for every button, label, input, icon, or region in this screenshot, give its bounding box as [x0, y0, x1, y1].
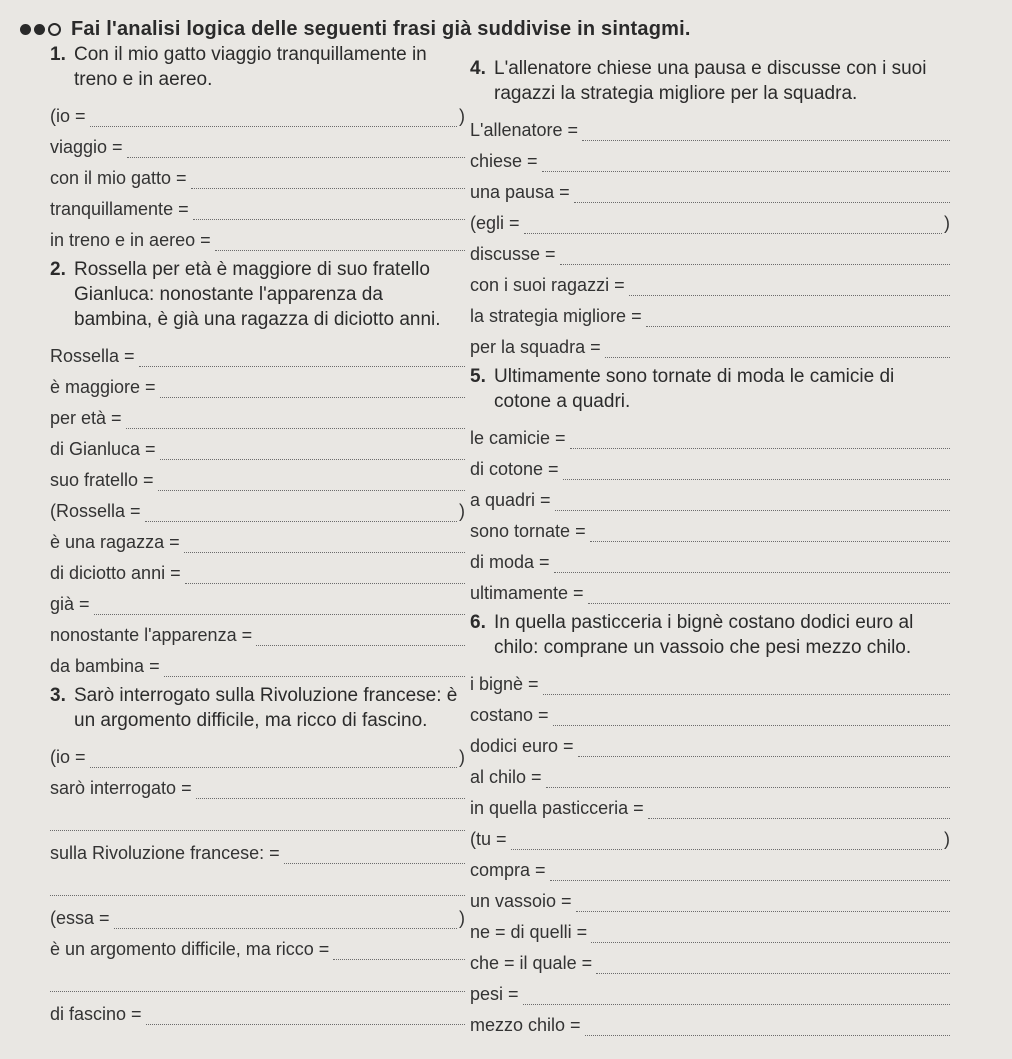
phrase-label: mezzo chilo = — [470, 1015, 581, 1035]
exercise-sentence: Con il mio gatto viaggio tranquillamente in treno e in aereo. — [74, 44, 427, 90]
exercise-number: 6. — [470, 612, 486, 633]
answer-blank[interactable] — [588, 585, 950, 604]
answer-blank[interactable] — [646, 308, 950, 327]
answer-blank[interactable] — [578, 738, 950, 757]
phrase-label: le camicie = — [470, 428, 566, 448]
answer-line[interactable] — [50, 127, 465, 158]
answer-blank[interactable] — [546, 769, 950, 788]
answer-blank[interactable] — [648, 800, 950, 819]
phrase-label: compra = — [470, 860, 546, 880]
phrase-label: è maggiore = — [50, 377, 156, 397]
answer-line[interactable] — [50, 429, 465, 460]
answer-blank[interactable] — [127, 139, 465, 158]
phrase-label: discusse = — [470, 244, 556, 264]
phrase-label: nonostante l'apparenza = — [50, 625, 253, 645]
phrase-label: di diciotto anni = — [50, 563, 181, 583]
answer-blank[interactable] — [139, 348, 465, 367]
answer-blank[interactable] — [184, 534, 465, 553]
phrase-label: una pausa = — [470, 182, 570, 202]
phrase-label: un vassoio = — [470, 891, 572, 911]
exercise-3 — [50, 683, 465, 733]
answer-line[interactable] — [50, 491, 465, 522]
phrase-label: è un argomento difficile, ma ricco = — [50, 939, 330, 959]
answer-blank[interactable] — [193, 201, 465, 220]
answer-blank[interactable] — [563, 461, 950, 480]
phrase-label: la strategia migliore = — [470, 306, 642, 326]
phrase-label: di cotone = — [470, 459, 559, 479]
answer-blank[interactable] — [158, 472, 465, 491]
exercise-sentence: L'allenatore chiese una pausa e discusse con i suoi ragazzi la strategia migliore per la squadra. — [494, 58, 927, 104]
answer-line[interactable] — [50, 220, 465, 251]
answer-blank[interactable] — [523, 986, 950, 1005]
difficulty-dots-icon — [20, 23, 61, 36]
exercise-4 — [470, 56, 950, 106]
answer-line[interactable] — [50, 189, 465, 220]
answer-blank[interactable] — [555, 492, 950, 511]
answer-blank[interactable] — [543, 676, 950, 695]
answer-blank[interactable] — [90, 749, 457, 768]
closing-paren: ) — [944, 829, 950, 849]
answer-line[interactable] — [470, 141, 950, 172]
phrase-label: dodici euro = — [470, 736, 574, 756]
answer-line[interactable] — [470, 912, 950, 943]
phrase-label: di fascino = — [50, 1004, 142, 1024]
answer-line[interactable] — [470, 327, 950, 358]
phrase-label: (Rossella = — [50, 501, 141, 521]
answer-line[interactable] — [470, 819, 950, 850]
filled-dot-icon — [34, 24, 45, 35]
phrase-label: (io = — [50, 106, 86, 126]
exercise-5 — [470, 364, 950, 414]
answer-blank[interactable] — [284, 845, 465, 864]
exercise-number: 5. — [470, 366, 486, 387]
answer-blank[interactable] — [215, 232, 465, 251]
phrase-label: sono tornate = — [470, 521, 586, 541]
answer-blank[interactable] — [160, 379, 465, 398]
answer-line[interactable] — [50, 615, 465, 646]
closing-paren: ) — [459, 106, 465, 126]
answer-blank[interactable] — [145, 503, 457, 522]
answer-line[interactable] — [50, 898, 465, 929]
answer-blank[interactable] — [94, 596, 465, 615]
answer-line[interactable] — [470, 418, 950, 449]
answer-blank-extra[interactable] — [50, 960, 465, 992]
answer-blank[interactable] — [256, 627, 465, 646]
answer-blank[interactable] — [596, 955, 950, 974]
answer-line[interactable] — [470, 1005, 950, 1036]
phrase-label: per età = — [50, 408, 122, 428]
answer-line[interactable] — [50, 994, 465, 1025]
answer-blank[interactable] — [114, 910, 457, 929]
answer-blank[interactable] — [146, 1006, 465, 1025]
answer-line[interactable] — [50, 737, 465, 768]
phrase-label: (essa = — [50, 908, 110, 928]
answer-blank[interactable] — [524, 215, 942, 234]
phrase-label: chiese = — [470, 151, 538, 171]
answer-line[interactable] — [470, 480, 950, 511]
phrase-label: di Gianluca = — [50, 439, 156, 459]
phrase-label: che = il quale = — [470, 953, 593, 973]
answer-line[interactable] — [50, 522, 465, 553]
answer-line[interactable] — [50, 158, 465, 189]
answer-line[interactable] — [50, 336, 465, 367]
answer-blank-extra[interactable] — [50, 864, 465, 896]
closing-paren: ) — [459, 501, 465, 521]
answer-line[interactable] — [50, 833, 465, 864]
phrase-label: ultimamente = — [470, 583, 584, 603]
answer-line[interactable] — [470, 695, 950, 726]
phrase-label: per la squadra = — [470, 337, 601, 357]
answer-blank[interactable] — [576, 893, 950, 912]
answer-blank[interactable] — [333, 941, 465, 960]
answer-blank[interactable] — [542, 153, 950, 172]
phrase-label: (egli = — [470, 213, 520, 233]
phrase-label: è una ragazza = — [50, 532, 180, 552]
phrase-label: al chilo = — [470, 767, 542, 787]
answer-line[interactable] — [50, 553, 465, 584]
answer-blank[interactable] — [553, 707, 950, 726]
exercise-sentence: Ultimamente sono tornate di moda le camicie di cotone a quadri. — [494, 366, 895, 412]
phrase-label: in quella pasticceria = — [470, 798, 644, 818]
closing-paren: ) — [459, 908, 465, 928]
answer-line[interactable] — [50, 584, 465, 615]
answer-line[interactable] — [50, 768, 465, 799]
answer-line[interactable] — [470, 788, 950, 819]
answer-line[interactable] — [470, 573, 950, 604]
phrase-label: pesi = — [470, 984, 519, 1004]
phrase-label: tranquillamente = — [50, 199, 189, 219]
answer-blank[interactable] — [126, 410, 465, 429]
answer-line[interactable] — [50, 460, 465, 491]
answer-blank[interactable] — [511, 831, 942, 850]
empty-dot-icon — [48, 23, 61, 36]
phrase-label: ne = di quelli = — [470, 922, 588, 942]
answer-line[interactable] — [470, 664, 950, 695]
phrase-label: già = — [50, 594, 90, 614]
answer-blank[interactable] — [550, 862, 950, 881]
instruction-header — [20, 18, 691, 41]
answer-line[interactable] — [470, 110, 950, 141]
answer-line[interactable] — [470, 850, 950, 881]
exercise-number: 3. — [50, 685, 66, 706]
exercise-sentence: Rossella per età è maggiore di suo fratello Gianluca: nonostante l'apparenza da bambina, è già una ragazza di diciotto anni. — [74, 259, 441, 330]
phrase-label: a quadri = — [470, 490, 551, 510]
answer-blank[interactable] — [590, 523, 950, 542]
exercise-sentence: In quella pasticceria i bignè costano dodici euro al chilo: comprane un vassoio che pesi mezzo chilo. — [494, 612, 914, 658]
exercise-number: 4. — [470, 58, 486, 79]
closing-paren: ) — [459, 747, 465, 767]
phrase-label: costano = — [470, 705, 549, 725]
phrase-label: di moda = — [470, 552, 550, 572]
answer-line[interactable] — [470, 757, 950, 788]
answer-line[interactable] — [50, 646, 465, 677]
answer-blank[interactable] — [196, 780, 465, 799]
answer-line[interactable] — [50, 398, 465, 429]
phrase-label: sulla Rivoluzione francese: = — [50, 843, 280, 863]
answer-line[interactable] — [470, 296, 950, 327]
answer-blank[interactable] — [574, 184, 950, 203]
phrase-label: sarò interrogato = — [50, 778, 192, 798]
left-column — [50, 42, 465, 1025]
answer-line[interactable] — [470, 974, 950, 1005]
answer-line[interactable] — [50, 96, 465, 127]
phrase-label: con i suoi ragazzi = — [470, 275, 625, 295]
answer-blank[interactable] — [90, 108, 457, 127]
answer-line[interactable] — [470, 943, 950, 974]
answer-blank[interactable] — [560, 246, 950, 265]
exercise-number: 2. — [50, 259, 66, 280]
answer-line[interactable] — [50, 929, 465, 960]
answer-line[interactable] — [50, 367, 465, 398]
instruction-text: Fai l'analisi logica delle seguenti frasi già suddivise in sintagmi. — [71, 18, 691, 40]
answer-blank[interactable] — [629, 277, 950, 296]
answer-blank[interactable] — [582, 122, 950, 141]
exercise-number: 1. — [50, 44, 66, 65]
phrase-label: suo fratello = — [50, 470, 154, 490]
answer-line[interactable] — [470, 203, 950, 234]
answer-blank[interactable] — [160, 441, 465, 460]
answer-blank[interactable] — [585, 1017, 950, 1036]
phrase-label: i bignè = — [470, 674, 539, 694]
exercise-sentence: Sarò interrogato sulla Rivoluzione francese: è un argomento difficile, ma ricco di fascino. — [74, 685, 458, 731]
closing-paren: ) — [944, 213, 950, 233]
answer-line[interactable] — [470, 511, 950, 542]
answer-blank[interactable] — [164, 658, 465, 677]
right-column — [470, 56, 950, 1036]
phrase-label: in treno e in aereo = — [50, 230, 211, 250]
answer-blank[interactable] — [570, 430, 950, 449]
phrase-label: da bambina = — [50, 656, 160, 676]
answer-blank[interactable] — [591, 924, 950, 943]
answer-line[interactable] — [470, 726, 950, 757]
phrase-label: L'allenatore = — [470, 120, 579, 140]
answer-line[interactable] — [470, 449, 950, 480]
answer-blank[interactable] — [185, 565, 465, 584]
answer-blank[interactable] — [605, 339, 950, 358]
phrase-label: Rossella = — [50, 346, 135, 366]
phrase-label: viaggio = — [50, 137, 123, 157]
answer-line[interactable] — [470, 172, 950, 203]
exercise-1 — [50, 42, 465, 92]
answer-line[interactable] — [470, 542, 950, 573]
exercise-6 — [470, 610, 950, 660]
answer-blank-extra[interactable] — [50, 799, 465, 831]
answer-line[interactable] — [470, 881, 950, 912]
filled-dot-icon — [20, 24, 31, 35]
answer-blank[interactable] — [554, 554, 950, 573]
phrase-label: (io = — [50, 747, 86, 767]
answer-blank[interactable] — [191, 170, 465, 189]
answer-line[interactable] — [470, 234, 950, 265]
phrase-label: con il mio gatto = — [50, 168, 187, 188]
exercise-2 — [50, 257, 465, 332]
answer-line[interactable] — [470, 265, 950, 296]
phrase-label: (tu = — [470, 829, 507, 849]
